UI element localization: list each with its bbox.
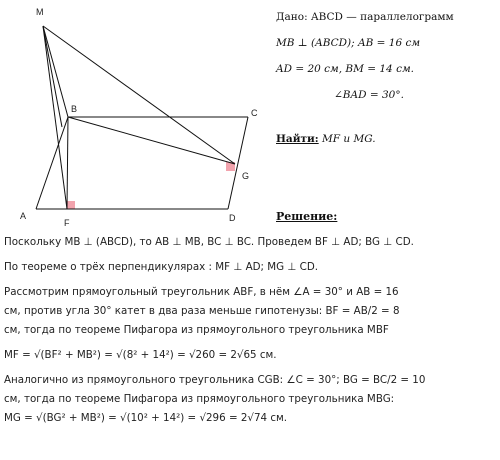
given-line: Дано: ABCD — параллелограмм	[276, 11, 454, 23]
point-label-m: M	[36, 7, 44, 17]
solution-line: Поскольку MB ⊥ (ABCD), то AB ⊥ MB, BC ⊥ BC. Проведем BF ⊥ AD; BG ⊥ CD.	[4, 236, 414, 248]
given-block	[276, 4, 498, 108]
solution-line: см, против угла 30° катет в два раза меньше гипотенузы: BF = AB/2 = 8	[4, 305, 400, 317]
segment-mf	[43, 26, 67, 209]
solution-heading: Решение:	[276, 210, 338, 223]
find-label: Найти:	[276, 133, 319, 145]
given-line: ∠BAD = 30°.	[334, 89, 404, 101]
solution-formula: MG = √(BG² + MB²) = √(10² + 14²) = √296 = 2√74 см.	[4, 412, 288, 424]
point-label-a: A	[20, 211, 27, 221]
given-line: MB ⊥ (ABCD); AB = 16 см	[276, 37, 421, 49]
solution-line: см, тогда по теореме Пифагора из прямоугольного треугольника MBG:	[4, 393, 395, 405]
segment-mb	[43, 26, 68, 117]
point-label-b: B	[71, 104, 78, 114]
point-label-d: D	[229, 213, 236, 223]
solution-formula: MF = √(BF² + MB²) = √(8² + 14²) = √260 = 2√65 см.	[4, 349, 277, 361]
segment-ma	[43, 26, 62, 127]
solution-body	[4, 233, 496, 428]
solution-line: Рассмотрим прямоугольный треугольник ABF, в нём ∠A = 30° и AB = 16	[4, 286, 399, 298]
segment-bf	[67, 117, 68, 209]
solution-line: см, тогда по теореме Пифагора из прямоугольного треугольника MBF	[4, 324, 389, 336]
right-angle-mark-f	[67, 201, 75, 209]
point-label-c: C	[251, 108, 258, 118]
find-text: MF и MG.	[318, 133, 376, 145]
edge-ab	[36, 117, 68, 209]
point-label-f: F	[64, 218, 70, 228]
point-label-g: G	[242, 171, 250, 181]
solution-line: По теореме о трёх перпендикулярах : MF ⊥ AD; MG ⊥ CD.	[4, 261, 319, 273]
solution-line: Аналогично из прямоугольного треугольника CGB: ∠C = 30°; BG = BC/2 = 10	[4, 374, 426, 386]
given-line: AD = 20 см, BM = 14 см.	[276, 63, 414, 75]
find-block	[276, 133, 376, 145]
segment-mg	[43, 26, 235, 164]
segment-bg	[68, 117, 235, 164]
geometry-figure	[0, 0, 270, 232]
